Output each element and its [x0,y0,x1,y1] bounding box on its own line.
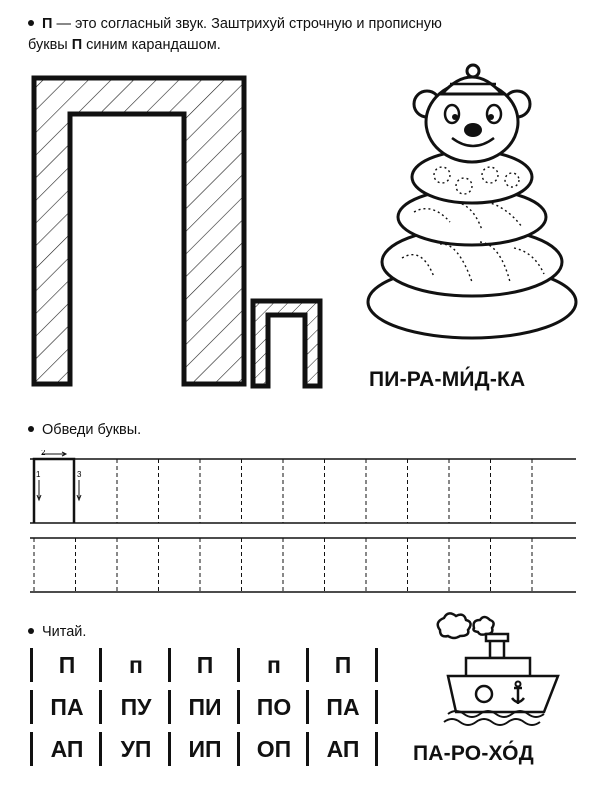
grid-separator [375,732,378,766]
grid-separator [99,690,102,724]
syllable-cell: П [196,652,214,678]
task2-instruction [28,420,141,441]
grid-separator [375,648,378,682]
task1-text-1: — это согласный звук. Заштрихуй строчную и прописную [52,16,442,32]
grid-separator [99,732,102,766]
grid-separator [237,732,240,766]
syllable-cell: ПО [256,694,292,720]
steamboat-word: ПА-РО-ХО́Д [413,742,534,765]
task1-text-3: синим карандашом. [82,37,221,53]
capital-letter-p-outline[interactable] [28,72,250,390]
tracing-lines[interactable] [30,450,576,596]
syllable-cell: п [267,652,281,678]
letter-p-bold-2: П [71,37,83,53]
stroke-number-2: 2 [41,450,46,457]
small-letter-p-outline[interactable] [250,298,325,390]
bullet [28,426,34,432]
grid-separator [30,690,33,724]
pyramid-word: ПИ-РА-МИ́Д-КА [369,368,526,391]
task3-instruction [28,622,86,643]
grid-separator [306,732,309,766]
task2-label: Обведи буквы. [42,422,142,438]
steamboat-icon [426,612,574,738]
bullet [28,20,34,26]
task3-label: Читай. [42,624,87,640]
letter-p-bold: П [42,16,53,32]
syllable-cell: П [334,652,352,678]
grid-separator [168,648,171,682]
syllable-cell: УП [120,736,152,762]
task1-instruction [28,14,588,56]
grid-separator [168,732,171,766]
bullet [28,628,34,634]
grid-separator [306,690,309,724]
syllable-cell: п [129,652,143,678]
syllable-cell: ПА [50,694,84,720]
grid-separator [237,648,240,682]
grid-separator [30,732,33,766]
task1-text-2: буквы [28,37,72,53]
syllable-cell: АП [326,736,360,762]
syllable-cell: П [58,652,76,678]
grid-separator [168,690,171,724]
stroke-number-3: 3 [77,470,82,479]
stroke-number-1: 1 [36,470,41,479]
grid-separator [375,690,378,724]
grid-separator [306,648,309,682]
grid-separator [30,648,33,682]
syllable-cell: ИП [188,736,222,762]
syllable-cell: ОП [256,736,292,762]
grid-separator [99,648,102,682]
toy-pyramid-icon [362,62,586,362]
syllable-cell: АП [50,736,84,762]
syllable-cell: ПУ [120,694,152,720]
grid-separator [237,690,240,724]
syllable-cell: ПИ [188,694,222,720]
syllable-cell: ПА [326,694,360,720]
